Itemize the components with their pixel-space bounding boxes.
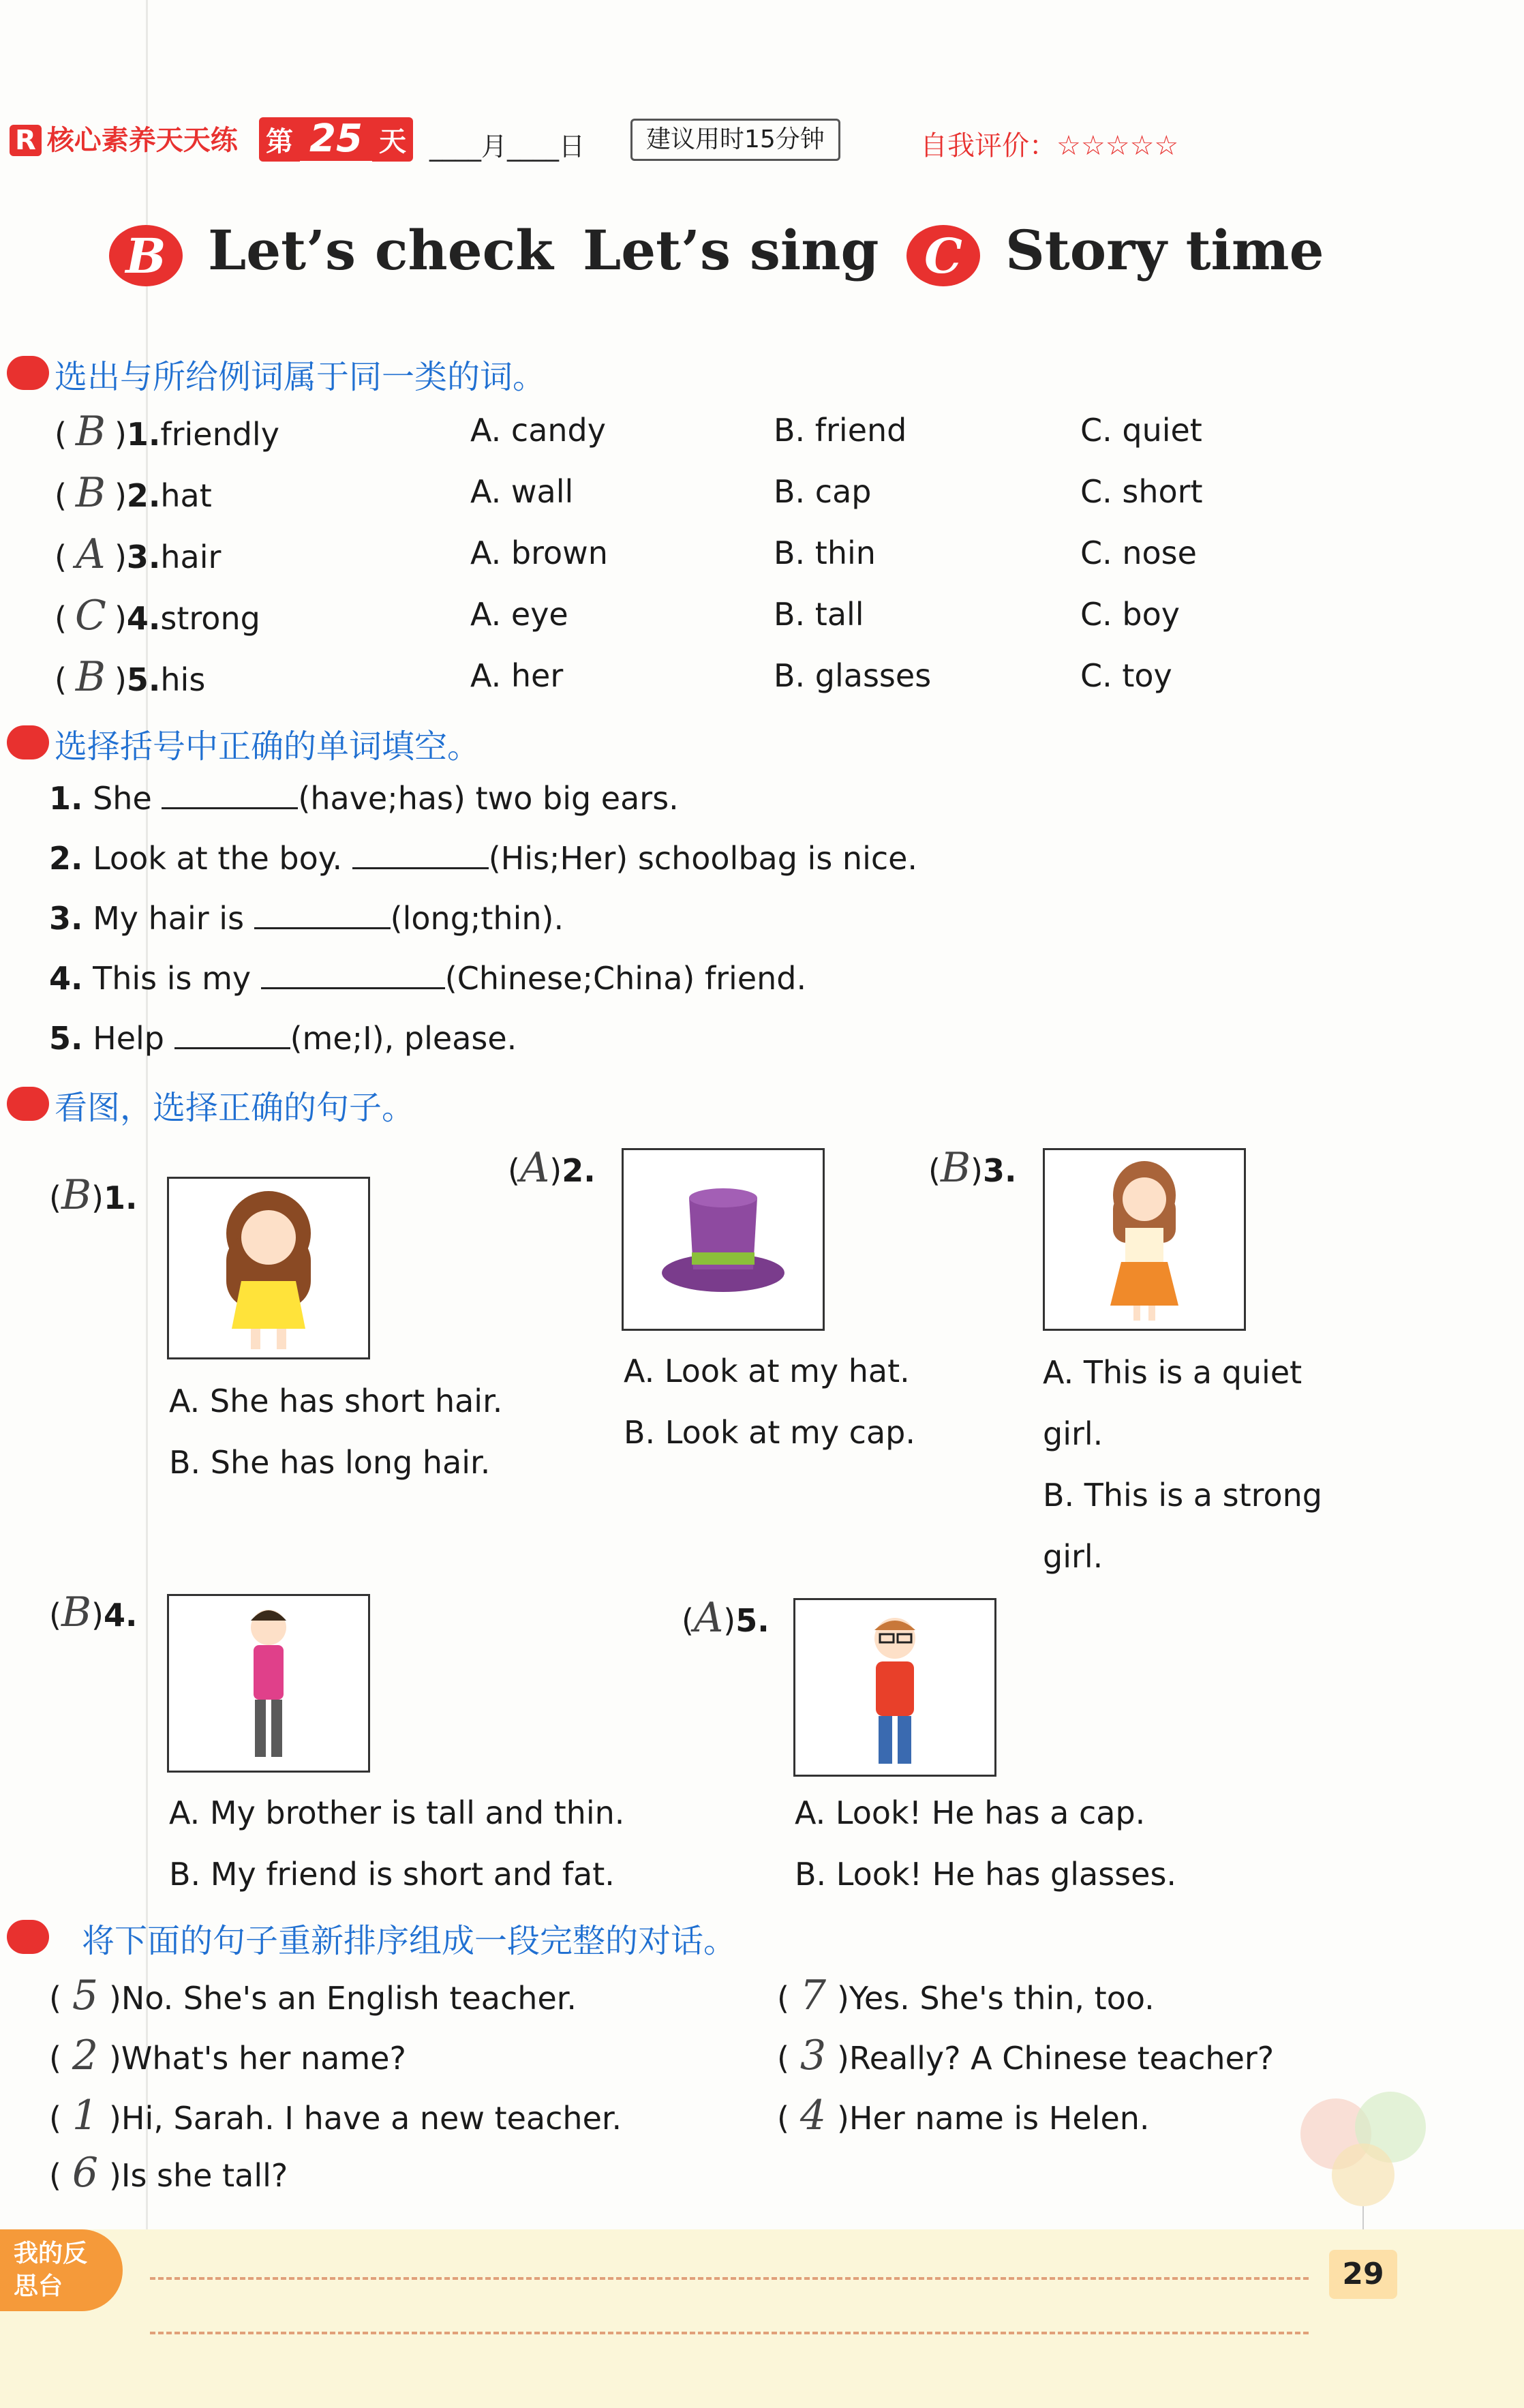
brand-title	[10, 120, 238, 161]
s3-opt-1b: B. She has long hair.	[169, 1444, 491, 1481]
s4-row-7: ( 6 )Is she tall?	[49, 2149, 288, 2197]
s2-row-3: 3. My hair is (long;thin).	[49, 900, 564, 937]
s1-row-4: ( C )4.strong	[55, 592, 260, 639]
purple-hat-illustration	[624, 1150, 823, 1329]
girl-long-hair-illustration	[169, 1179, 368, 1357]
s1-opt-5a: A. her	[470, 657, 564, 694]
s1-answer-5[interactable]: B	[75, 653, 106, 701]
section-2-title: 选择括号中正确的单词填空。	[55, 727, 481, 766]
s1-word-1: friendly	[160, 416, 279, 453]
s3-picture-5	[793, 1598, 996, 1777]
s3-item-2-answer: (A)2.	[508, 1144, 596, 1192]
quiet-girl-illustration	[1045, 1150, 1244, 1329]
self-evaluation-stars: 自我评价：☆☆☆☆☆	[920, 130, 1179, 162]
lets-sing-title: Let’s sing	[583, 218, 879, 282]
section-1-marker	[7, 356, 49, 390]
s4-row-6: ( 4 )Her name is Helen.	[777, 2092, 1150, 2139]
s4-answer-5[interactable]: 1	[72, 2092, 99, 2139]
s1-opt-1b: B. friend	[774, 412, 907, 449]
brand-badge: R	[10, 125, 42, 156]
s2-blank-5[interactable]	[174, 1020, 290, 1049]
s1-opt-5b: B. glasses	[774, 657, 932, 694]
s3-opt-4a: A. My brother is tall and thin.	[169, 1794, 625, 1831]
s3-picture-3	[1043, 1148, 1246, 1331]
s1-opt-2c: C. short	[1080, 473, 1203, 510]
balloons-decoration	[1288, 2079, 1445, 2236]
section-3-title: 看图，选择正确的句子。	[55, 1089, 415, 1127]
s4-answer-6[interactable]: 4	[799, 2092, 827, 2139]
reflection-line-1[interactable]	[150, 2277, 1309, 2280]
s4-answer-1[interactable]: 5	[72, 1972, 99, 2019]
section-c-badge: C	[906, 225, 980, 286]
s3-item-5-answer: (A)5.	[682, 1594, 769, 1642]
s1-opt-5c: C. toy	[1080, 657, 1172, 694]
page-number: 29	[1329, 2250, 1397, 2299]
s3-opt-5b: B. Look! He has glasses.	[795, 1856, 1177, 1893]
s3-opt-3a-line1: A. This is a quiet	[1043, 1354, 1302, 1391]
s1-answer-4[interactable]: C	[74, 592, 106, 639]
s1-row-5: ( B )5.his	[55, 653, 206, 701]
section-3-marker	[7, 1087, 49, 1121]
s3-picture-1	[167, 1177, 370, 1359]
s3-opt-2a: A. Look at my hat.	[624, 1353, 910, 1389]
s1-opt-1a: A. candy	[470, 412, 606, 449]
s1-opt-2a: A. wall	[470, 473, 574, 510]
tall-thin-boy-illustration	[169, 1596, 368, 1771]
s2-row-4: 4. This is my (Chinese;China) friend.	[49, 960, 807, 997]
story-time-title: Story time	[1005, 218, 1324, 282]
s4-row-3: ( 2 )What's her name?	[49, 2032, 406, 2079]
s1-answer-2[interactable]: B	[75, 469, 106, 517]
s2-row-5: 5. Help (me;I), please.	[49, 1020, 517, 1057]
s1-word-2: hat	[160, 477, 212, 514]
man-with-glasses-illustration	[795, 1600, 994, 1775]
s2-row-1: 1. She (have;has) two big ears.	[49, 780, 679, 817]
s1-row-3: ( A )3.hair	[55, 530, 222, 578]
reflection-label: 我的反思台	[0, 2229, 123, 2311]
date-field: ____月____日	[429, 132, 585, 162]
s3-opt-1a: A. She has short hair.	[169, 1383, 503, 1419]
section-4-marker	[7, 1920, 49, 1954]
s1-opt-3b: B. thin	[774, 535, 876, 571]
section-4-title: 将下面的句子重新排序组成一段完整的对话。	[82, 1922, 737, 1960]
s4-answer-4[interactable]: 3	[799, 2032, 827, 2079]
s4-answer-3[interactable]: 2	[72, 2032, 99, 2079]
s4-row-4: ( 3 )Really? A Chinese teacher?	[777, 2032, 1275, 2079]
s1-row-2: ( B )2.hat	[55, 469, 212, 517]
reflection-line-2[interactable]	[150, 2332, 1309, 2334]
s2-blank-1[interactable]	[162, 780, 298, 809]
s1-answer-3[interactable]: A	[76, 530, 106, 578]
s3-opt-2b: B. Look at my cap.	[624, 1414, 915, 1451]
s2-blank-3[interactable]	[254, 900, 391, 929]
s2-blank-2[interactable]	[352, 840, 489, 869]
s1-opt-3a: A. brown	[470, 535, 608, 571]
s2-blank-4[interactable]	[261, 960, 445, 989]
s4-row-5: ( 1 )Hi, Sarah. I have a new teacher.	[49, 2092, 622, 2139]
s1-opt-4b: B. tall	[774, 596, 864, 633]
suggested-time-box: 建议用时15分钟	[630, 119, 840, 161]
s3-opt-3b-line1: B. This is a strong	[1043, 1477, 1323, 1514]
s1-opt-2b: B. cap	[774, 473, 872, 510]
s1-answer-1[interactable]: B	[75, 408, 106, 455]
s3-opt-3b-line2: girl.	[1043, 1538, 1103, 1575]
s4-row-2: ( 7 )Yes. She's thin, too.	[777, 1972, 1155, 2019]
s1-word-4: strong	[160, 600, 260, 637]
day-number: 25	[300, 117, 372, 161]
section-b-badge: B	[109, 225, 183, 286]
s3-item-4-answer: (B)4.	[49, 1589, 138, 1636]
s3-item-3-answer: (B)3.	[928, 1144, 1017, 1192]
lets-check-title: Let’s check	[208, 218, 553, 282]
s2-row-2: 2. Look at the boy. (His;Her) schoolbag is nice.	[49, 840, 918, 877]
s3-item-1-answer: (B)1.	[49, 1171, 138, 1219]
s3-opt-3a-line2: girl.	[1043, 1415, 1103, 1452]
s1-word-5: his	[160, 661, 206, 698]
s1-opt-3c: C. nose	[1080, 535, 1197, 571]
s3-picture-2	[622, 1148, 825, 1331]
s1-row-1: ( B )1.friendly	[55, 408, 279, 455]
brand-text: 核心素养天天练	[46, 125, 238, 156]
s3-opt-4b: B. My friend is short and fat.	[169, 1856, 615, 1893]
s1-opt-1c: C. quiet	[1080, 412, 1202, 449]
day-label: 第	[259, 117, 300, 162]
section-2-marker	[7, 725, 49, 759]
s4-row-1: ( 5 )No. She's an English teacher.	[49, 1972, 577, 2019]
s1-opt-4a: A. eye	[470, 596, 568, 633]
s4-answer-7[interactable]: 6	[72, 2149, 99, 2197]
reflection-area	[0, 2229, 1524, 2408]
day-suffix: 天	[372, 117, 413, 162]
section-1-title: 选出与所给例词属于同一类的词。	[55, 358, 546, 396]
s4-answer-2[interactable]: 7	[799, 1972, 827, 2019]
s1-word-3: hair	[160, 539, 222, 575]
s3-opt-5a: A. Look! He has a cap.	[795, 1794, 1146, 1831]
day-counter	[259, 117, 413, 161]
s3-picture-4	[167, 1594, 370, 1773]
s1-opt-4c: C. boy	[1080, 596, 1180, 633]
